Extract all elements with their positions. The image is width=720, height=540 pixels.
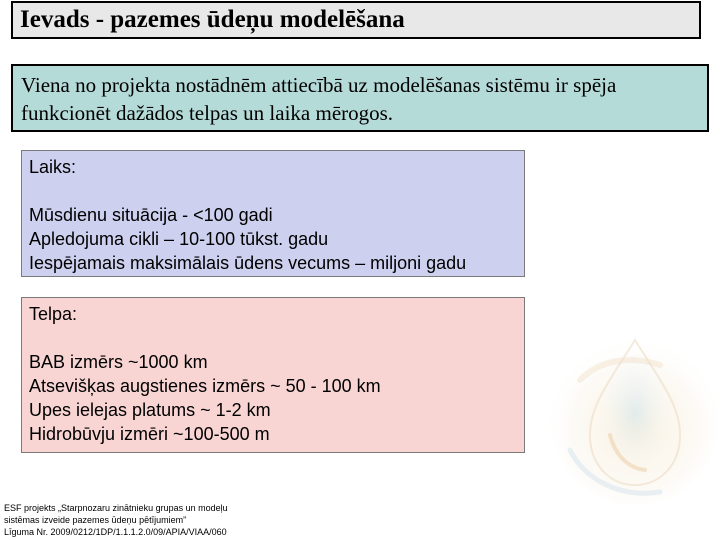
footer-line: Līguma Nr. 2009/0212/1DP/1.1.1.2.0/09/APIA/VIAA/060 [4, 527, 227, 537]
time-line: Iespējamais maksimālais ūdens vecums – miljoni gadu [29, 253, 467, 273]
time-heading: Laiks: [29, 157, 77, 177]
space-line: BAB izmērs ~1000 km [29, 352, 208, 372]
space-line: Upes ielejas platums ~ 1-2 km [29, 400, 271, 420]
space-line: Hidrobūvju izmēri ~100-500 m [29, 424, 270, 444]
water-drop-logo-icon [540, 320, 718, 505]
time-line: Apledojuma cikli – 10-100 tūkst. gadu [29, 229, 329, 249]
intro-text: Viena no projekta nostādnēm attiecībā uz modelēšanas sistēmu ir spēja funkcionēt dažādos telpas un laika mērogos. [11, 64, 709, 132]
footer-line: sistēmas izveide pazemes ūdeņu pētījumiem” [4, 515, 187, 525]
space-scale-box [21, 297, 525, 453]
space-line: Atsevišķas augstienes izmērs ~ 50 - 100 km [29, 376, 381, 396]
footer-note [4, 502, 228, 538]
time-line: Mūsdienu situācija - <100 gadi [29, 205, 273, 225]
space-heading: Telpa: [29, 304, 78, 324]
footer-line: ESF projekts „Starpnozaru zinātnieku grupas un modeļu [4, 503, 228, 513]
slide-title-box [11, 1, 701, 39]
time-scale-box [21, 150, 525, 277]
slide-title: Ievads - pazemes ūdeņu modelēšana [20, 6, 405, 33]
